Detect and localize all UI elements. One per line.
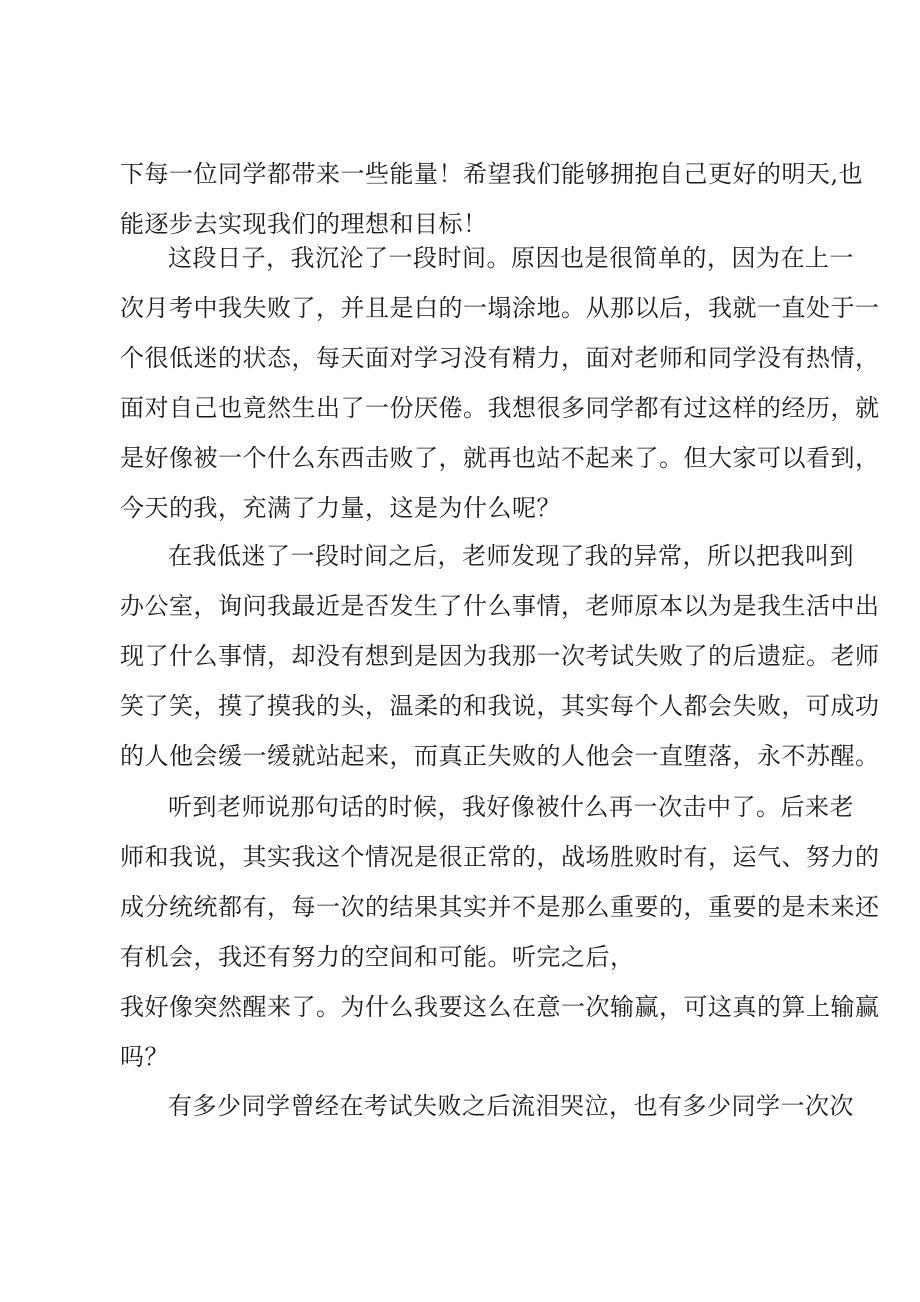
text-line: 有机会，我还有努力的空间和可能。听完之后， <box>120 943 635 971</box>
text-line: 办公室，询问我最近是否发生了什么事情，老师原本以为是我生活中出 <box>120 592 880 620</box>
text-line: 吗？ <box>120 1043 169 1071</box>
text-line: 是好像被一个什么东西击败了，就再也站不起来了。但大家可以看到， <box>120 444 880 472</box>
text-line: 下每一位同学都带来一些能量！希望我们能够拥抱自己更好的明天,也 <box>120 160 864 188</box>
text-line: 次月考中我失败了，并且是白的一塌涂地。从那以后，我就一直处于一 <box>120 294 880 322</box>
text-line: 的人他会缓一缓就站起来，而真正失败的人他会一直堕落，永不苏醒。 <box>120 742 880 770</box>
text-line: 这段日子，我沉沦了一段时间。原因也是很简单的，因为在上一 <box>168 244 854 272</box>
text-line: 在我低迷了一段时间之后，老师发现了我的异常，所以把我叫到 <box>168 542 854 570</box>
text-line: 我好像突然醒来了。为什么我要这么在意一次输赢，可这真的算上输赢 <box>120 993 880 1021</box>
text-line: 面对自己也竟然生出了一份厌倦。我想很多同学都有过这样的经历，就 <box>120 394 880 422</box>
text-line: 现了什么事情，却没有想到是因为我那一次考试失败了的后遗症。老师 <box>120 642 880 670</box>
text-line: 师和我说，其实我这个情况是很正常的，战场胜败时有，运气、努力的 <box>120 843 880 871</box>
text-line: 听到老师说那句话的时候，我好像被什么再一次击中了。后来老 <box>168 793 854 821</box>
text-line: 成分统统都有，每一次的结果其实并不是那么重要的，重要的是未来还 <box>120 893 880 921</box>
text-line: 今天的我，充满了力量，这是为什么呢？ <box>120 494 561 522</box>
text-line: 有多少同学曾经在考试失败之后流泪哭泣，也有多少同学一次次 <box>168 1092 854 1120</box>
text-line: 能逐步去实现我们的理想和目标！ <box>120 210 488 238</box>
text-line: 个很低迷的状态，每天面对学习没有精力，面对老师和同学没有热情， <box>120 344 880 372</box>
text-line: 笑了笑，摸了摸我的头，温柔的和我说，其实每个人都会失败，可成功 <box>120 692 880 720</box>
